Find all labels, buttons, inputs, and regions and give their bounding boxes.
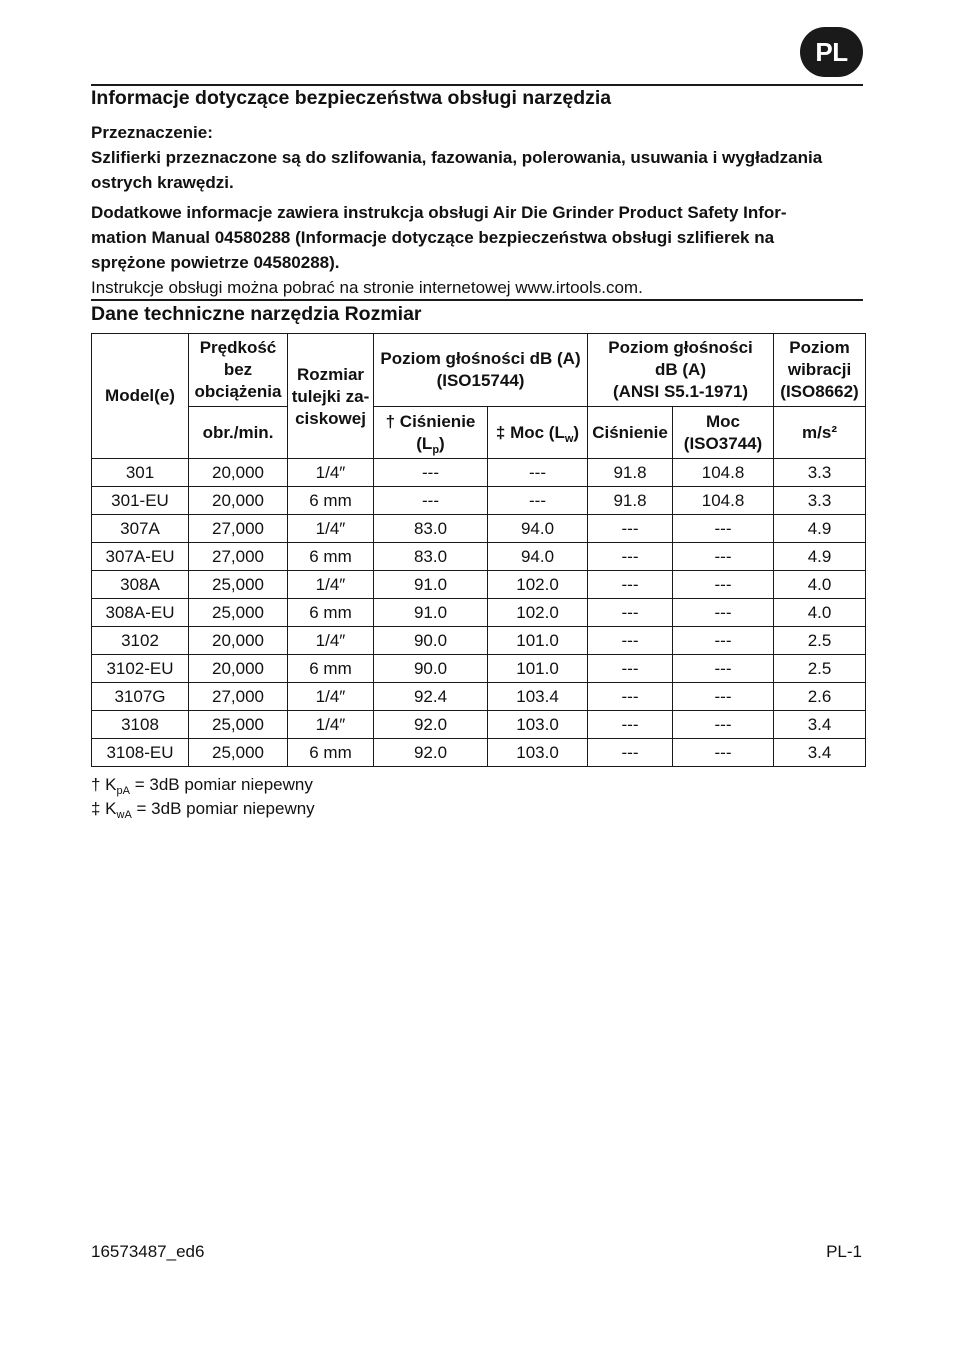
footnote-power-sub: wA [116,809,132,821]
table-cell: --- [673,711,774,739]
header-speed-unit: obr./min. [189,407,288,459]
table-row [92,683,866,711]
specs-title: Dane techniczne narzędzia Rozmiar [91,303,422,325]
table-cell: --- [488,487,588,515]
table-cell: --- [673,627,774,655]
table-cell: 91.8 [588,459,673,487]
footnote-pressure-sub: pA [116,785,130,797]
table-cell: 27,000 [189,683,288,711]
table-cell: 6 mm [288,599,374,627]
table-cell: 103.4 [488,683,588,711]
language-badge: PL [800,27,863,77]
table-cell: 2.5 [774,627,866,655]
table-cell: 3102 [92,627,189,655]
table-cell: 2.6 [774,683,866,711]
table-row [92,599,866,627]
table-cell: 3107G [92,683,189,711]
table-cell: 27,000 [189,515,288,543]
table-cell: 91.0 [374,599,488,627]
table-cell: --- [588,739,673,767]
table-cell: --- [588,655,673,683]
table-row [92,739,866,767]
table-cell: 101.0 [488,655,588,683]
header-pressure: † Ciśnienie $(L_p)$ [374,407,488,459]
additional-info-line-1: Dodatkowe informacje zawiera instrukcja obsługi Air Die Grinder Product Safety Infor- [91,203,787,222]
table-cell: 27,000 [189,543,288,571]
intended-use-text: Szlifierki przeznaczone są do szlifowania, fazowania, polerowania, usuwania i wygładzania ostrych krawędzi. [91,148,823,192]
intended-use-section [91,120,866,195]
table-row [92,627,866,655]
header-vibration-unit: m/s² [774,407,866,459]
table-cell: --- [673,571,774,599]
table-row [92,543,866,571]
table-cell: 1/4″ [288,459,374,487]
table-cell: --- [374,487,488,515]
table-cell: --- [488,459,588,487]
table-cell: --- [588,515,673,543]
header-noise-ansi-line2: dB (A) [655,360,706,379]
header-pressure-sub: p [432,443,440,456]
table-cell: --- [588,711,673,739]
table-cell: 92.4 [374,683,488,711]
table-row [92,459,866,487]
table-cell: 308A [92,571,189,599]
header-model: Model(e) [92,334,189,459]
header-power-sub: w [564,432,574,445]
table-cell: 25,000 [189,599,288,627]
footnote-pressure-text: = 3dB pomiar niepewny [130,775,313,794]
footnote-pressure [91,773,315,797]
table-cell: --- [673,683,774,711]
footnote-power-text: = 3dB pomiar niepewny [131,799,315,818]
download-info: Instrukcje obsługi można pobrać na stronie internetowej www.irtools.com. [91,278,643,297]
table-row [92,515,866,543]
table-row [92,571,866,599]
header-ansi-power: Moc (ISO3744) [673,407,774,459]
table-cell: 83.0 [374,543,488,571]
table-cell: 3108-EU [92,739,189,767]
table-row [92,487,866,515]
table-cell: 92.0 [374,739,488,767]
table-cell: 4.9 [774,543,866,571]
intended-use-label: Przeznaczenie: [91,123,213,142]
document-id: 16573487_ed6 [91,1242,205,1261]
table-cell: 20,000 [189,487,288,515]
table-cell: 90.0 [374,655,488,683]
footnote-power-prefix: ‡ K [91,799,117,818]
page-number: PL-1 [826,1242,862,1261]
header-noise-iso: Poziom głośności dB (A) (ISO15744) [374,334,588,407]
table-cell: 91.0 [374,571,488,599]
additional-info-line-2: mation Manual 04580288 (Informacje dotyczące bezpieczeństwa obsługi szlifierek na [91,228,775,247]
table-cell: 101.0 [488,627,588,655]
table-cell: 307A [92,515,189,543]
header-vibration: Poziom wibracji (ISO8662) [774,334,866,407]
table-cell: --- [588,571,673,599]
table-cell: --- [673,739,774,767]
table-cell: 83.0 [374,515,488,543]
page-title: Informacje dotyczące bezpieczeństwa obsługi narzędzia [91,87,612,109]
table-cell: --- [673,543,774,571]
footnotes [91,773,315,821]
additional-info-line-3: sprężone powietrze 04580288). [91,253,340,272]
table-cell: 91.8 [588,487,673,515]
table-cell: 6 mm [288,487,374,515]
table-cell: 3.4 [774,711,866,739]
table-cell: 20,000 [189,459,288,487]
footnote-pressure-prefix: † K [91,775,117,794]
table-cell: 102.0 [488,599,588,627]
header-rule [91,84,863,86]
table-cell: --- [673,655,774,683]
table-cell: 1/4″ [288,571,374,599]
table-cell: 4.0 [774,599,866,627]
table-cell: 92.0 [374,711,488,739]
header-noise-ansi-line1: Poziom głośności [608,338,753,357]
header-speed: Prędkość bez obciążenia [189,334,288,407]
additional-info-section [91,200,866,300]
table-cell: 25,000 [189,739,288,767]
table-cell: 307A-EU [92,543,189,571]
specs-table [91,333,866,767]
table-cell: 301 [92,459,189,487]
header-ansi-pressure: Ciśnienie [588,407,673,459]
table-cell: --- [588,543,673,571]
footnote-power [91,797,315,821]
table-cell: 6 mm [288,739,374,767]
table-cell: 3.4 [774,739,866,767]
table-cell: 94.0 [488,515,588,543]
header-collet: Rozmiar tulejki za- ciskowej [288,334,374,459]
table-cell: --- [588,599,673,627]
table-cell: 6 mm [288,655,374,683]
table-cell: 1/4″ [288,711,374,739]
table-cell: 25,000 [189,571,288,599]
table-cell: 4.0 [774,571,866,599]
table-cell: 103.0 [488,739,588,767]
table-cell: 3102-EU [92,655,189,683]
table-cell: 6 mm [288,543,374,571]
table-row [92,711,866,739]
header-noise-ansi-line3: (ANSI S5.1-1971) [612,382,749,401]
table-cell: 20,000 [189,627,288,655]
header-power: ‡ Moc $(L_w)$ [488,407,588,459]
table-cell: 308A-EU [92,599,189,627]
table-cell: 94.0 [488,543,588,571]
table-cell: 3.3 [774,459,866,487]
table-cell: 90.0 [374,627,488,655]
table-cell: 1/4″ [288,515,374,543]
table-cell: 4.9 [774,515,866,543]
table-cell: 3.3 [774,487,866,515]
table-cell: --- [588,627,673,655]
table-cell: --- [673,599,774,627]
table-cell: 25,000 [189,711,288,739]
specs-table-body [92,459,866,767]
table-cell: 301-EU [92,487,189,515]
header-pressure-text: † Ciśnienie (L [385,411,476,453]
header-noise-ansi [588,334,774,407]
table-cell: --- [673,515,774,543]
header-power-text: ‡ Moc (L [495,422,565,442]
table-cell: 1/4″ [288,627,374,655]
table-cell: 2.5 [774,655,866,683]
table-cell: 102.0 [488,571,588,599]
section-rule [91,299,863,301]
table-cell: --- [374,459,488,487]
table-cell: 103.0 [488,711,588,739]
table-cell: 1/4″ [288,683,374,711]
table-cell: 104.8 [673,487,774,515]
table-cell: 20,000 [189,655,288,683]
table-cell: 104.8 [673,459,774,487]
table-row [92,655,866,683]
table-cell: 3108 [92,711,189,739]
table-cell: --- [588,683,673,711]
